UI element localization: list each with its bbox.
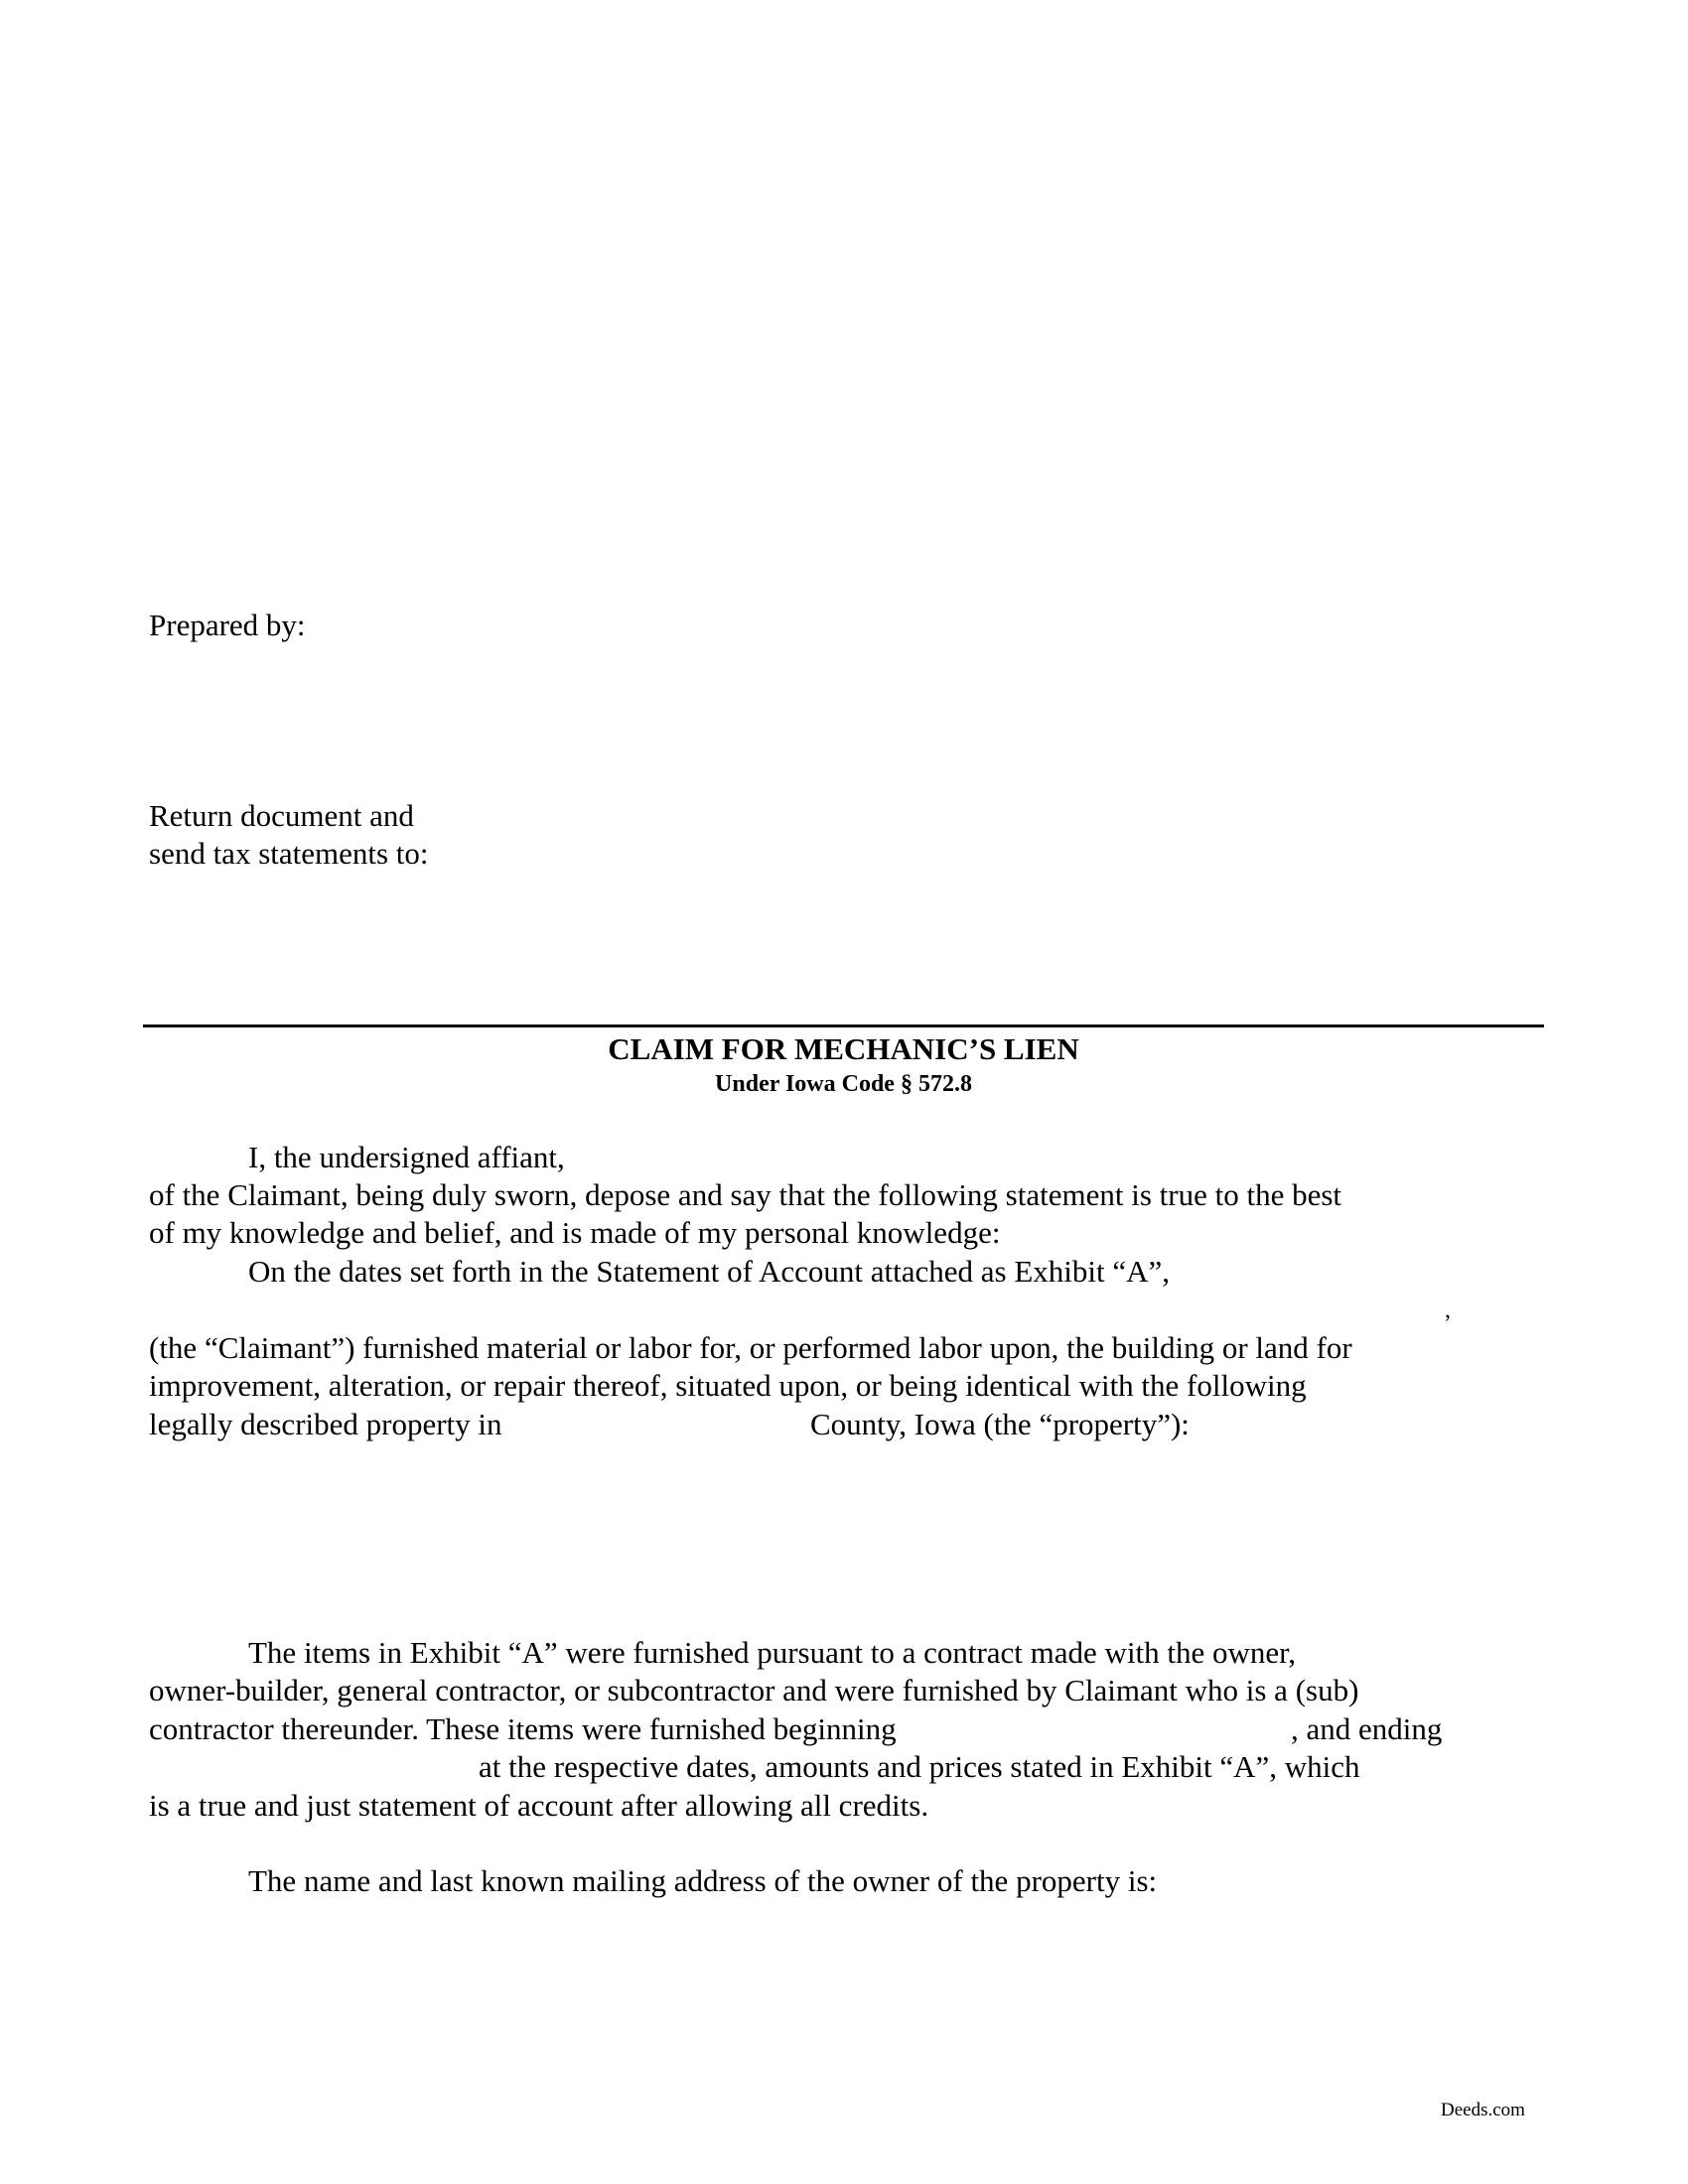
claimant-name-comma: ,	[1445, 1297, 1451, 1323]
contract-paragraph-line1: The items in Exhibit “A” were furnished pursuant to a contract made with the owner,	[248, 1635, 1297, 1670]
contract-paragraph-line4: at the respective dates, amounts and prices stated in Exhibit “A”, which	[479, 1749, 1360, 1784]
return-address-label-line1: Return document and	[149, 798, 414, 833]
contract-paragraph-line3-start: contractor thereunder. These items were furnished beginning	[149, 1711, 897, 1746]
affiant-paragraph-line2: of the Claimant, being duly sworn, depose and say that the following statement is true to the best	[149, 1177, 1342, 1212]
footer-brand: Deeds.com	[1441, 2100, 1525, 2120]
owner-address-paragraph: The name and last known mailing address of the owner of the property is:	[248, 1863, 1158, 1898]
recording-area-divider	[143, 1024, 1544, 1027]
affiant-paragraph-line3: of my knowledge and belief, and is made of my personal knowledge:	[149, 1215, 1001, 1250]
document-subtitle: Under Iowa Code § 572.8	[715, 1071, 972, 1097]
claimant-paragraph-line4-county: County, Iowa (the “property”):	[810, 1407, 1190, 1441]
claimant-paragraph-line4-start: legally described property in	[149, 1407, 502, 1441]
contract-paragraph-line2: owner-builder, general contractor, or subcontractor and were furnished by Claimant who is a (sub)	[149, 1673, 1359, 1707]
claimant-paragraph-line2: (the “Claimant”) furnished material or labor for, or performed labor upon, the building or land for	[149, 1330, 1352, 1365]
contract-paragraph-line3-end: , and ending	[1291, 1711, 1443, 1746]
affiant-paragraph-line1: I, the undersigned affiant,	[248, 1140, 565, 1174]
claimant-paragraph-line3: improvement, alteration, or repair thereof, situated upon, or being identical with the following	[149, 1368, 1307, 1403]
claimant-paragraph-line1: On the dates set forth in the Statement of Account attached as Exhibit “A”,	[248, 1254, 1171, 1289]
prepared-by-label: Prepared by:	[149, 608, 306, 642]
document-title: CLAIM FOR MECHANIC’S LIEN	[608, 1031, 1079, 1066]
return-address-label-line2: send tax statements to:	[149, 836, 429, 871]
contract-paragraph-line5: is a true and just statement of account after allowing all credits.	[149, 1788, 929, 1823]
